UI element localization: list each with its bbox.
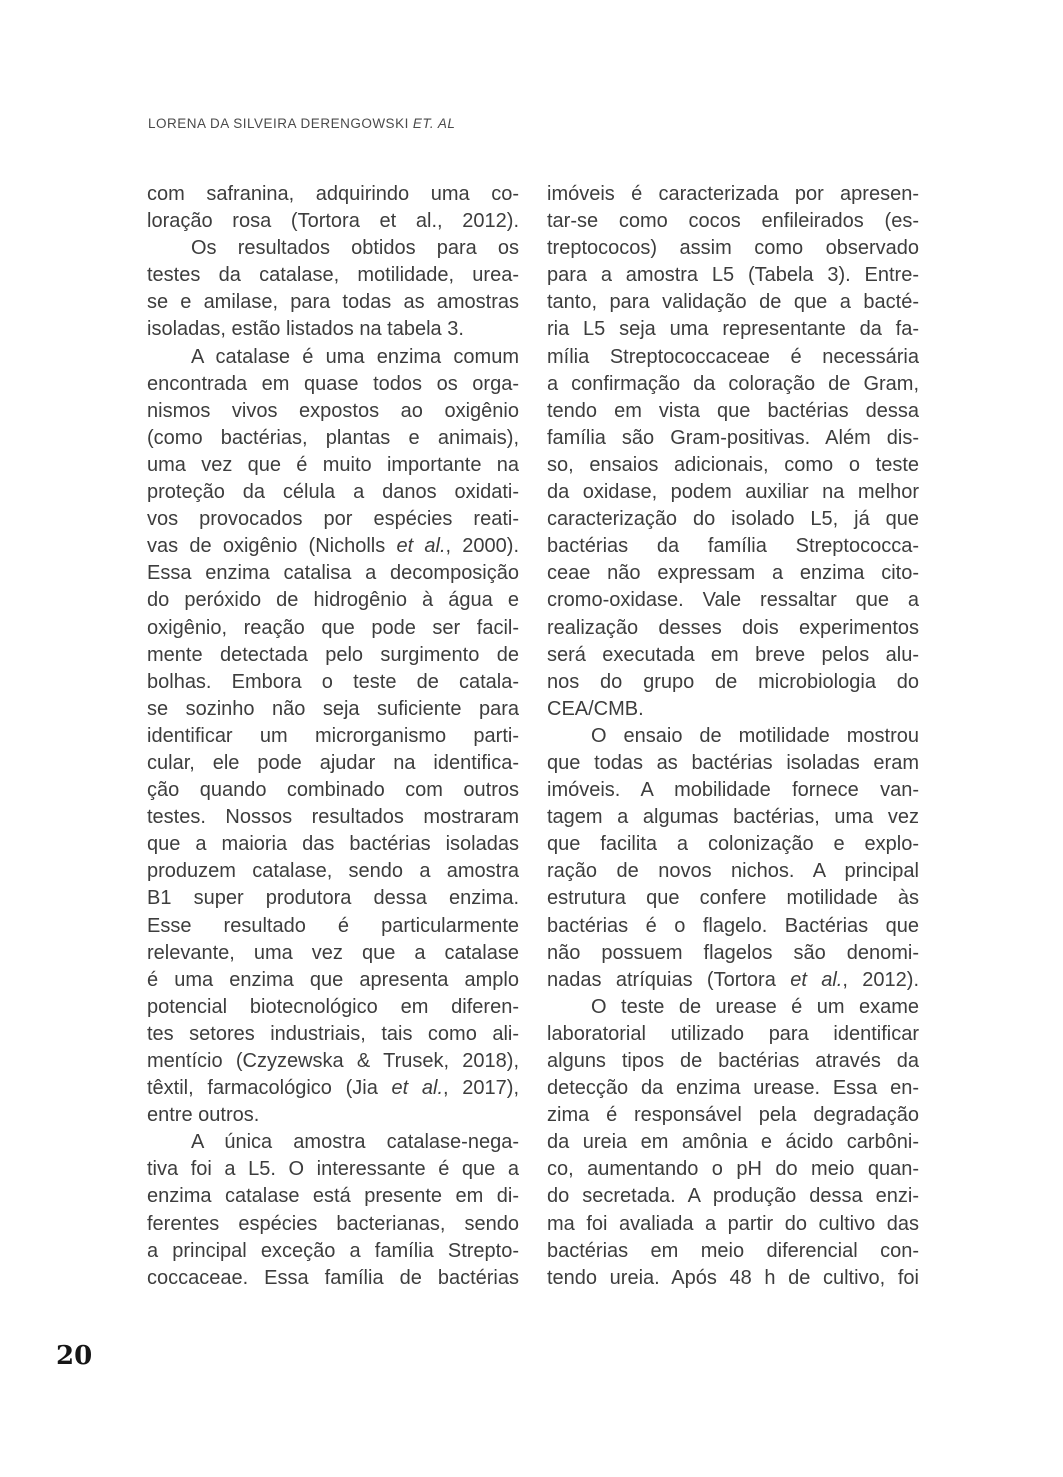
text-line: O ensaio de motilidade mostrou [591, 724, 919, 747]
text-line: para a amostra L5 (Tabela 3). Entre- [547, 264, 919, 287]
text-line: se e amilase, para todas as amostras [147, 291, 519, 314]
text-line: ceae não expressam a enzima cito- [547, 562, 919, 585]
text-line: mente detectada pelo surgimento de [147, 643, 519, 666]
text-line: Os resultados obtidos para os [191, 237, 519, 260]
text-line: coccaceae. Essa família de bactérias [147, 1266, 519, 1289]
text-line: detecção da enzima urease. Essa en- [547, 1077, 919, 1100]
page-number: 20 [56, 1341, 93, 1371]
text-line: Esse resultado é particularmente [147, 914, 519, 937]
text-line: do secretada. A produção dessa enzi- [547, 1185, 919, 1208]
running-header [148, 116, 455, 131]
text-line: nismos vivos expostos ao oxigênio [147, 399, 519, 422]
text-line: nos do grupo de microbiologia do [547, 670, 919, 693]
text-line: treptococos) assim como observado [547, 237, 919, 260]
text-line: entre outros. [147, 1104, 260, 1127]
text-line: A catalase é uma enzima comum [191, 345, 519, 368]
text-line: A única amostra catalase-nega- [191, 1131, 519, 1154]
text-line: tagem a algumas bactérias, uma vez [547, 806, 919, 829]
text-line: ria L5 seja uma representante da fa- [547, 318, 919, 341]
text-line: têxtil, farmacológico (Jia et al., 2017), [147, 1077, 520, 1100]
text-line: cromo-oxidase. Vale ressaltar que a [547, 589, 919, 612]
text-line: é uma enzima que apresenta amplo [147, 968, 519, 991]
text-line: nadas atríquias (Tortora et al., 2012). [547, 968, 920, 991]
text-line: ma foi avaliada a partir do cultivo das [547, 1212, 919, 1235]
text-line: ferentes espécies bacterianas, sendo [147, 1212, 519, 1235]
text-line: (como bactérias, plantas e animais), [147, 426, 519, 449]
text-line: zima é responsável pela degradação [547, 1104, 919, 1127]
text-line: potencial biotecnológico em diferen- [147, 995, 519, 1018]
text-line: encontrada em quase todos os orga- [147, 372, 519, 395]
text-line: cular, ele pode ajudar na identifica- [147, 751, 519, 774]
text-line: laboratorial utilizado para identificar [547, 1022, 919, 1045]
running-header-etal: ET. AL [412, 116, 456, 131]
text-line: alguns tipos de bactérias através da [547, 1050, 919, 1072]
text-line: mília Streptococcaceae é necessária [547, 345, 919, 368]
text-line: enzima catalase está presente em di- [147, 1185, 519, 1208]
text-line: loração rosa (Tortora et al., 2012). [147, 210, 519, 233]
text-line: estrutura que confere motilidade às [547, 887, 919, 910]
text-line: testes da catalase, motilidade, urea- [147, 264, 519, 287]
text-line: imóveis é caracterizada por apresen- [547, 183, 919, 205]
text-line: ção quando combinado com outros [147, 779, 519, 802]
text-line: isoladas, estão listados na tabela 3. [147, 318, 464, 341]
text-line: co, aumentando o pH do meio quan- [547, 1158, 919, 1181]
text-line: imóveis. A mobilidade fornece van- [547, 779, 919, 802]
text-line: vos provocados por espécies reati- [147, 508, 519, 531]
text-line: do peróxido de hidrogênio à água e [147, 589, 519, 612]
text-column-right [547, 181, 919, 1292]
text-line: que todas as bactérias isoladas eram [547, 751, 919, 774]
text-line: bactérias é o flagelo. Bactérias que [547, 914, 919, 937]
text-line: que facilita a colonização e explo- [547, 833, 919, 856]
text-line: produzem catalase, sendo a amostra [147, 860, 519, 883]
text-line: O teste de urease é um exame [591, 995, 919, 1018]
text-line: da oxidase, podem auxiliar na melhor [547, 481, 919, 504]
text-line: se sozinho não seja suficiente para [147, 697, 519, 720]
text-column-left [147, 181, 519, 1292]
text-line: tanto, para validação de que a bacté- [547, 291, 919, 314]
text-line: CEA/CMB. [547, 697, 644, 720]
text-line: tar-se como cocos enfileirados (es- [547, 210, 919, 233]
text-line: relevante, uma vez que a catalase [147, 941, 519, 964]
running-header-author: LORENA DA SILVEIRA DERENGOWSKI [148, 116, 409, 131]
text-line: uma vez que é muito importante na [147, 453, 519, 476]
text-line: família são Gram-positivas. Além dis- [547, 426, 919, 449]
text-line: caracterização do isolado L5, já que [547, 508, 919, 531]
text-line: que a maioria das bactérias isoladas [147, 833, 519, 856]
text-line: não possuem flagelos são denomi- [547, 941, 919, 964]
text-line: mentício (Czyzewska & Trusek, 2018), [147, 1050, 519, 1072]
text-line: da ureia em amônia e ácido carbôni- [547, 1131, 919, 1154]
text-line: proteção da célula a danos oxidati- [147, 481, 519, 504]
text-line: testes. Nossos resultados mostraram [147, 806, 519, 829]
text-line: bolhas. Embora o teste de catala- [147, 670, 519, 693]
text-line: realização desses dois experimentos [547, 616, 919, 639]
text-line: com safranina, adquirindo uma co- [147, 183, 519, 205]
text-line: oxigênio, reação que pode ser facil- [147, 616, 519, 639]
text-line: ração de novos nichos. A principal [547, 860, 919, 883]
text-line: tes setores industriais, tais como ali- [147, 1022, 519, 1045]
text-line: a principal exceção a família Strepto- [147, 1239, 519, 1262]
text-line: Essa enzima catalisa a decomposição [147, 562, 519, 585]
text-line: vas de oxigênio (Nicholls et al., 2000). [147, 535, 519, 558]
text-line: tiva foi a L5. O interessante é que a [147, 1158, 519, 1181]
text-line: tendo em vista que bactérias dessa [547, 399, 919, 422]
text-line: bactérias em meio diferencial con- [547, 1239, 919, 1262]
text-line: bactérias da família Streptococca- [547, 535, 919, 558]
text-line: a confirmação da coloração de Gram, [547, 372, 919, 395]
text-line: identificar um microrganismo parti- [147, 724, 519, 747]
text-line: so, ensaios adicionais, como o teste [547, 453, 919, 476]
text-line: tendo ureia. Após 48 h de cultivo, foi [547, 1266, 919, 1289]
text-line: será executada em breve pelos alu- [547, 643, 919, 666]
text-line: B1 super produtora dessa enzima. [147, 887, 519, 910]
